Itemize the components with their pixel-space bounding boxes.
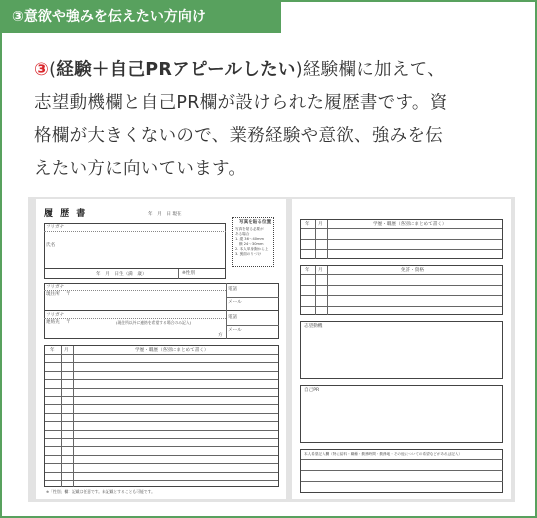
- rule: [44, 290, 226, 291]
- col-year: 年: [50, 348, 55, 353]
- table-row-rule: [301, 239, 502, 240]
- col-month: 月: [318, 222, 323, 227]
- rule: [226, 297, 279, 298]
- col-month: 月: [318, 268, 323, 273]
- table-row-rule: [301, 285, 502, 286]
- resume-page-right: [292, 199, 511, 499]
- license-header: 免許・資格: [401, 268, 424, 273]
- item-number: ③: [34, 60, 50, 80]
- photo-caption-line: 1. 縦 36～40mm: [235, 237, 265, 241]
- gender-label: ※性別: [182, 271, 196, 276]
- description-line1: 経験欄に加えて、: [302, 60, 445, 80]
- self-pr-box: [300, 385, 503, 443]
- address-label: 現住所: [46, 292, 60, 297]
- table-row-rule: [45, 438, 278, 439]
- close-paren: ): [295, 60, 303, 80]
- rule: [301, 481, 503, 482]
- table-row-rule: [45, 404, 278, 405]
- history-table-continued: [300, 219, 503, 259]
- phone-label: 電話: [228, 287, 238, 292]
- rule: [226, 325, 279, 326]
- rule: [178, 269, 179, 279]
- contact-postal-mark: 〒: [66, 320, 71, 325]
- name-label: 氏名: [46, 243, 56, 248]
- wishes-box: [300, 449, 503, 493]
- table-row-rule: [45, 362, 278, 363]
- col-month: 月: [64, 348, 69, 353]
- birth-row-text: 年 月 日生（満 歳）: [96, 272, 147, 277]
- table-row-rule: [301, 274, 502, 275]
- photo-caption-title: 写真を貼る位置: [239, 220, 272, 225]
- table-row-rule: [45, 388, 278, 389]
- wishes-label: 本人希望記入欄（特に給料・職種・勤務時間・勤務地・その他についての希望などがあれば記入）: [304, 452, 463, 456]
- motivation-box: [300, 321, 503, 379]
- email-label: メール: [228, 300, 242, 305]
- table-row-rule: [45, 379, 278, 380]
- phone2-label: 電話: [228, 315, 238, 320]
- card-header: [2, 2, 281, 33]
- history-header: 学歴・職歴（各別にまとめて書く）: [373, 222, 447, 227]
- resume-page-left: [36, 199, 286, 499]
- table-row-rule: [45, 472, 278, 473]
- card-description: [34, 54, 514, 186]
- col-year: 年: [305, 268, 310, 273]
- history-table: [44, 345, 279, 487]
- rule: [301, 470, 503, 471]
- open-paren: (: [49, 60, 57, 80]
- resume-preview-image: [28, 197, 515, 502]
- rule: [327, 220, 328, 259]
- photo-caption-line: 2. 本人単身胸から上: [235, 247, 269, 251]
- card-header-title: ③意欲や強みを伝えたい方向け: [12, 9, 206, 25]
- photo-caption-line: 3. 裏面のりづけ: [235, 252, 262, 256]
- furigana-label: フリガナ: [46, 225, 65, 230]
- table-row-rule: [301, 306, 502, 307]
- description-line2: 志望動機欄と自己PR欄が設けられた履歴書です。資: [34, 93, 448, 113]
- rule: [44, 231, 226, 232]
- resume-title: 履 歴 書: [44, 209, 88, 219]
- photo-box: [232, 217, 274, 267]
- description-line4: えたい方に向いています。: [34, 159, 247, 179]
- history-header: 学歴・職歴（各別にまとめて書く）: [135, 348, 209, 353]
- table-row-rule: [45, 455, 278, 456]
- license-table: [300, 265, 503, 315]
- table-row-rule: [301, 249, 502, 250]
- table-row-rule: [45, 463, 278, 464]
- photo-caption-line: 写真を貼る必要が: [235, 227, 264, 231]
- postal-mark: 〒: [66, 292, 71, 297]
- motivation-label: 志望動機: [304, 324, 323, 329]
- table-row-rule: [301, 295, 502, 296]
- contact-label: 連絡先: [46, 320, 60, 325]
- rule: [73, 346, 74, 487]
- table-row-rule: [45, 430, 278, 431]
- table-row-rule: [45, 396, 278, 397]
- email2-label: メール: [228, 328, 242, 333]
- photo-caption-line: 横 24～30mm: [239, 242, 264, 246]
- table-row-rule: [45, 446, 278, 447]
- furigana3-label: フリガナ: [46, 313, 65, 318]
- table-row-rule: [45, 480, 278, 481]
- name-block: [44, 223, 226, 269]
- furigana2-label: フリガナ: [46, 285, 65, 290]
- contact-note: (現住所以外に連絡を希望する場合のみ記入): [116, 320, 192, 325]
- table-row-rule: [45, 413, 278, 414]
- footer-note: ※「性別」欄：記載は任意です。未記載とすることも可能です。: [46, 489, 155, 494]
- self-pr-label: 自己PR: [304, 388, 320, 393]
- resume-type-name: 経験＋自己PRアピールしたい: [56, 60, 296, 80]
- table-row-rule: [45, 354, 278, 355]
- table-row-rule: [45, 421, 278, 422]
- rule: [301, 459, 503, 460]
- sama-label: 方: [218, 333, 223, 338]
- rule: [61, 346, 62, 487]
- col-year: 年: [305, 222, 310, 227]
- table-row-rule: [301, 228, 502, 229]
- table-row-rule: [45, 371, 278, 372]
- photo-caption-line: ある場合: [235, 232, 250, 236]
- rule: [44, 318, 226, 319]
- resume-date: 年 月 日 現在: [148, 212, 182, 217]
- description-line3: 格欄が大きくないので、業務経験や意欲、強みを伝: [34, 126, 444, 146]
- rule: [315, 220, 316, 259]
